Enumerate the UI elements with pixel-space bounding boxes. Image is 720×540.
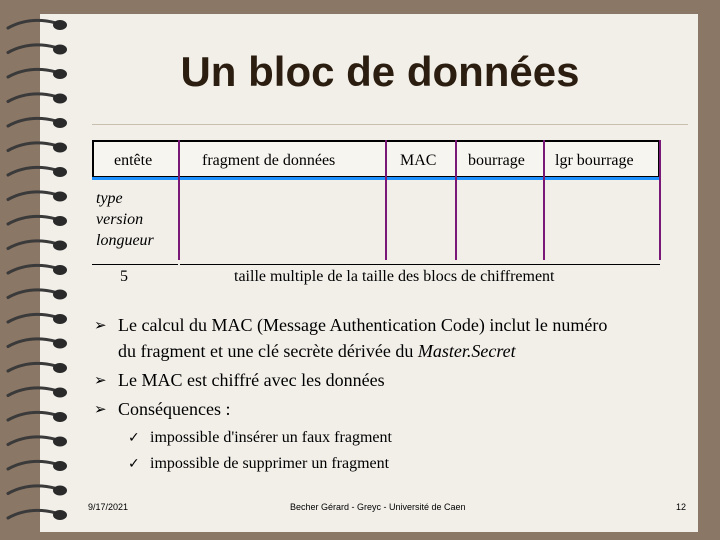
spiral-coil [8,20,56,28]
cell-lgr-bourrage: lgr bourrage [555,152,634,169]
spiral-hole [53,510,67,520]
spiral-hole [53,143,67,153]
footer-page-number: 12 [676,502,687,512]
block-divider [385,140,387,260]
spiral-coil [8,486,56,494]
field-longueur: longueur [96,232,154,249]
spiral-binding-icon [0,0,90,540]
spiral-hole [53,192,67,202]
spiral-hole [53,20,67,30]
spiral-hole [53,363,67,373]
block-size-label: taille multiple de la taille des blocs de chiffrement [234,268,555,285]
cell-mac: MAC [400,152,437,169]
cell-fragment: fragment de données [202,152,336,169]
spiral-hole [53,314,67,324]
cell-bourrage: bourrage [468,152,525,169]
header-fields [96,188,154,251]
spiral-coil [8,437,56,445]
arrow-bullet-icon: ➢ [94,316,107,334]
spiral-coil [8,192,56,200]
spiral-hole [53,486,67,496]
cell-entete: entête [114,152,153,169]
spiral-hole [53,461,67,471]
spiral-coil [8,241,56,249]
header-size-arrow [92,264,178,265]
sub-bullet-item: ✓ impossible d'insérer un faux fragment [94,425,694,451]
sub-bullet-item: ✓ impossible de supprimer un fragment [94,451,694,477]
arrow-bullet-icon: ➢ [94,400,107,418]
spiral-coil [8,388,56,396]
spiral-hole [53,339,67,349]
spiral-coil [8,461,56,469]
spiral-coil [8,167,56,175]
spiral-coil [8,45,56,53]
spiral-hole [53,118,67,128]
bullet-item: ➢ Le MAC est chiffré avec les données [94,367,694,393]
spiral-coil [8,290,56,298]
spiral-hole [53,94,67,104]
block-divider [659,140,661,260]
spiral-hole [53,241,67,251]
spiral-coil [8,216,56,224]
spiral-hole [53,437,67,447]
spiral-coil [8,118,56,126]
spiral-coil [8,69,56,77]
spiral-coil [8,265,56,273]
slide-title: Un bloc de données [180,48,580,95]
check-icon: ✓ [128,430,140,446]
bullet-list [94,312,694,477]
bullet-item: ➢ Le calcul du MAC (Message Authentication Code) inclut le numéro du fragment et une clé secrète dérivée du Master.Secret [94,312,694,364]
block-divider [455,140,457,260]
header-size-label: 5 [120,268,128,285]
spiral-hole [53,167,67,177]
spiral-coil [8,363,56,371]
arrow-bullet-icon: ➢ [94,371,107,389]
field-type: type [96,190,123,207]
block-divider [178,140,180,260]
block-size-arrow [180,264,660,265]
spiral-hole [53,265,67,275]
spiral-coil [8,94,56,102]
spiral-coil [8,339,56,347]
spiral-coil [8,143,56,151]
spiral-coil [8,510,56,518]
spiral-hole [53,290,67,300]
spiral-coil [8,412,56,420]
spiral-hole [53,69,67,79]
footer-date: 9/17/2021 [88,502,129,512]
bullet-item: ➢ Conséquences : [94,396,694,422]
field-version: version [96,211,144,228]
spiral-hole [53,45,67,55]
spiral-hole [53,412,67,422]
title-divider [92,124,688,125]
footer-author: Becher Gérard - Greyc - Université de Caen [290,502,466,512]
spiral-hole [53,216,67,226]
block-divider [543,140,545,260]
check-icon: ✓ [128,456,140,472]
spiral-coil [8,314,56,322]
spiral-hole [53,388,67,398]
